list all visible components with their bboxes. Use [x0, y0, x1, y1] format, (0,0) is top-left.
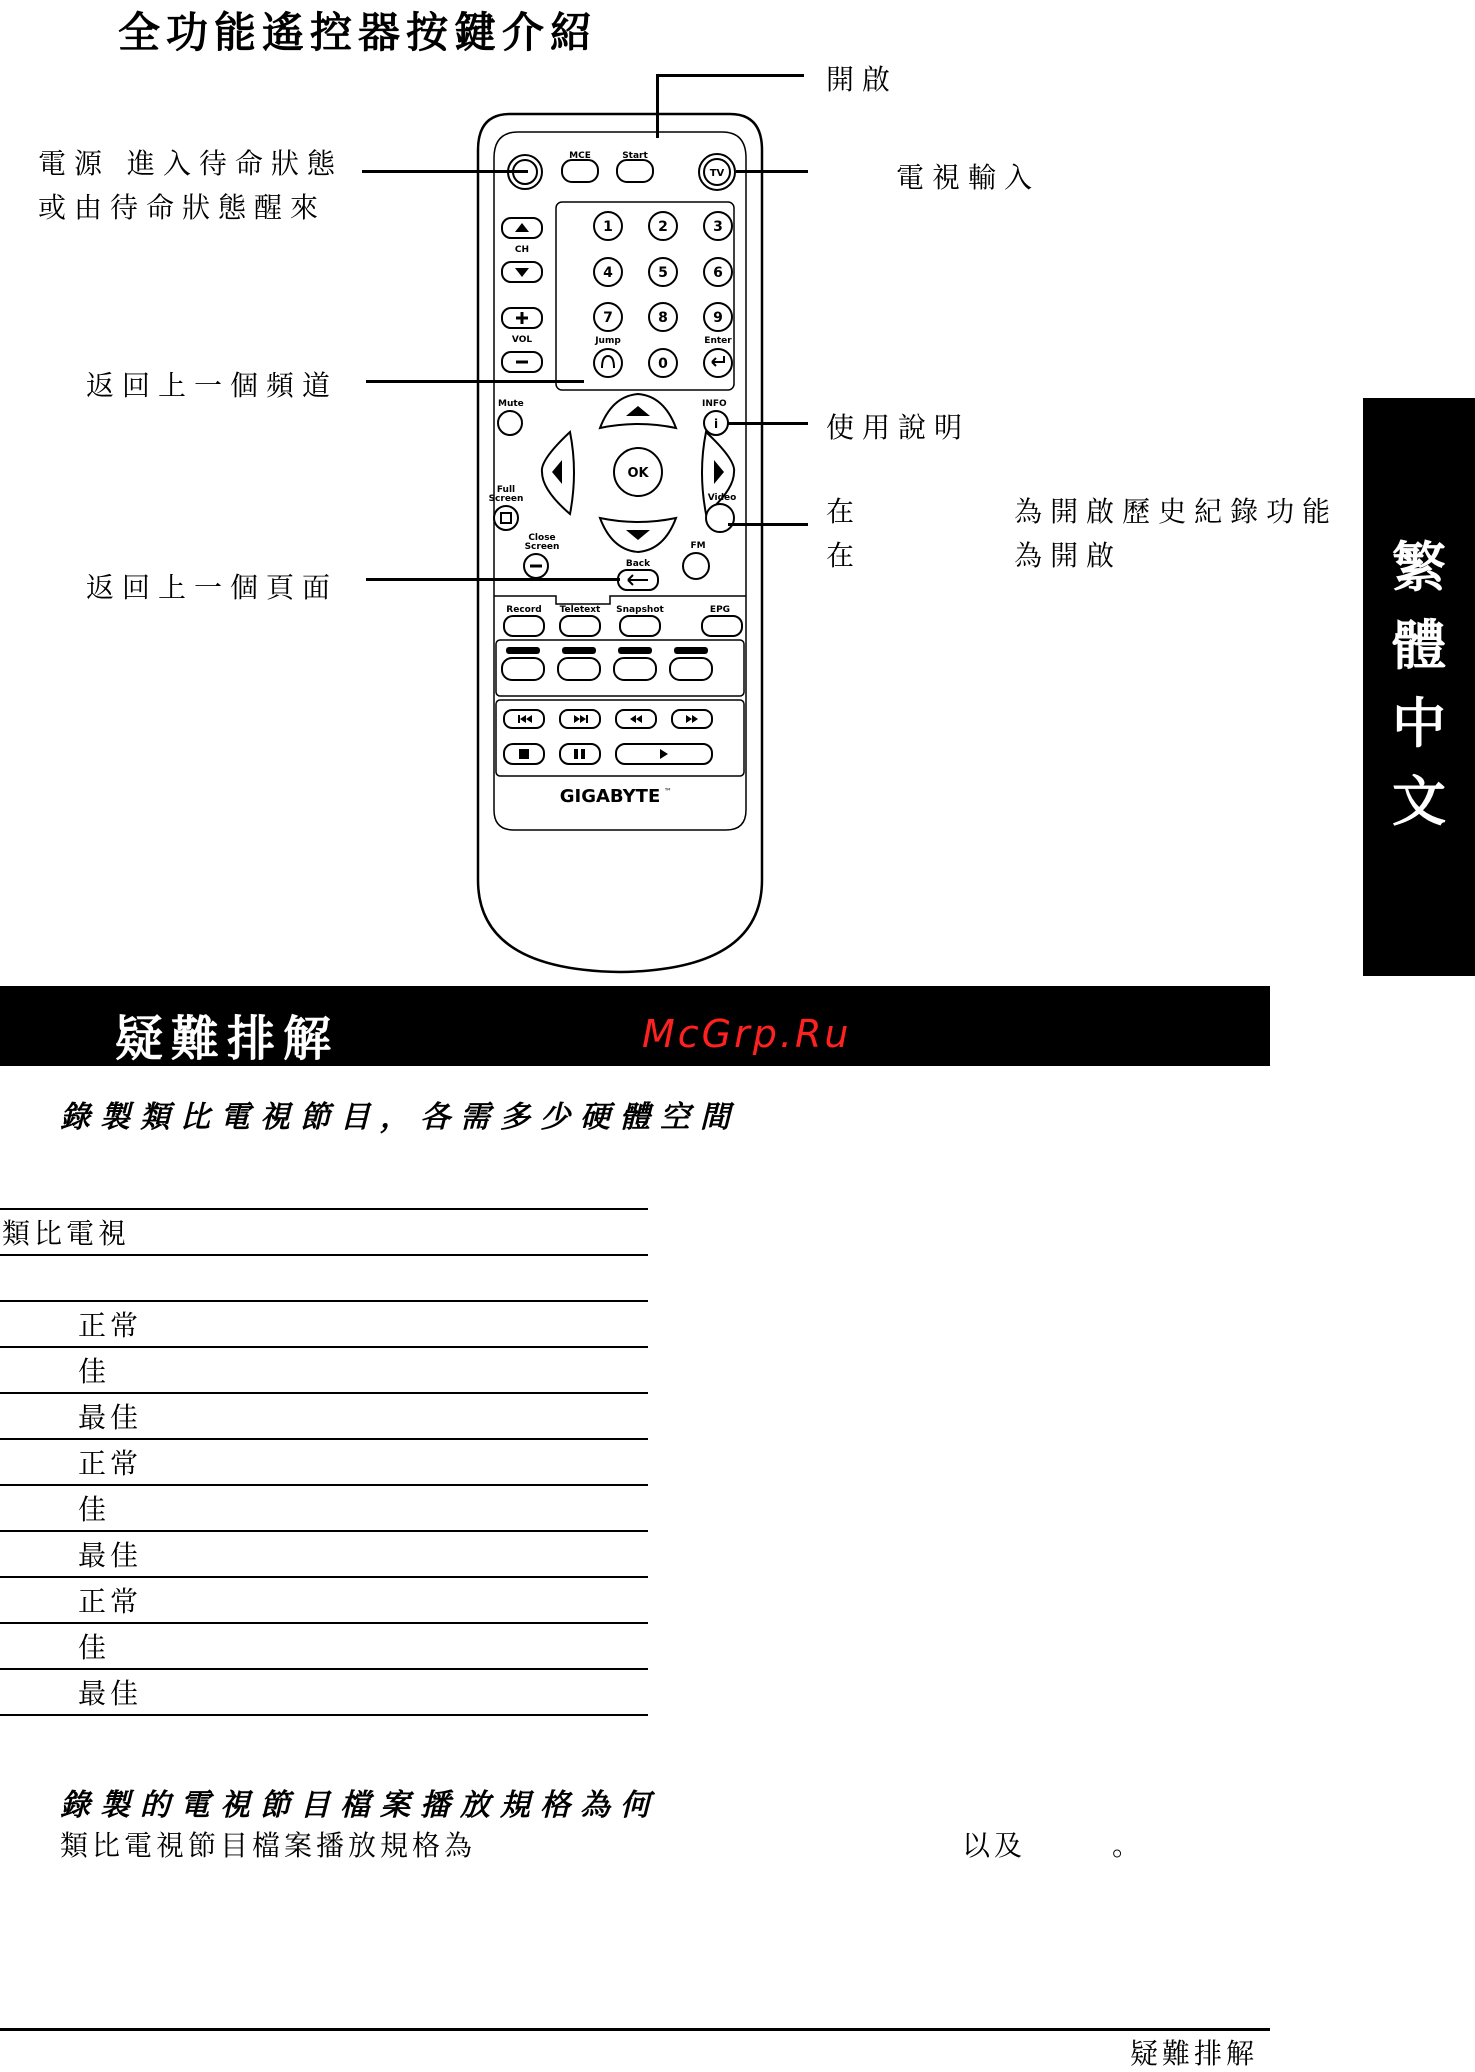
svg-text:™: ™: [664, 787, 672, 796]
svg-text:6: 6: [713, 265, 723, 281]
tv-label: TV: [709, 168, 725, 179]
svg-text:3: 3: [713, 219, 723, 235]
tv-callout-line: [736, 170, 808, 173]
svg-text:9: 9: [713, 310, 723, 326]
table-row: 佳: [0, 1622, 648, 1668]
svg-text:Screen: Screen: [524, 542, 560, 552]
answer-2-part-2: 以及: [962, 1829, 1027, 1862]
language-side-tab: [1363, 398, 1475, 976]
question-1: 錄製類比電視節目，各需多少硬體空間: [60, 1100, 740, 1135]
svg-text:FM: FM: [690, 541, 706, 551]
svg-text:5: 5: [658, 265, 668, 281]
mce-label: MCE: [569, 151, 591, 161]
table-row: 佳: [0, 1346, 648, 1392]
table-header: 類比電視: [2, 1217, 131, 1250]
table-row: 正常: [0, 1438, 648, 1484]
table-row: [0, 1254, 648, 1300]
footer-section-name: 疑難排解: [1130, 2037, 1259, 2070]
page-title: 全功能遙控器按鍵介紹: [118, 8, 599, 57]
footer-rule: [0, 2028, 1270, 2031]
jump-callout: 返回上一個頻道: [86, 369, 339, 402]
power-callout-2: 或由待命狀態醒來: [38, 191, 327, 224]
table-row: 最佳: [0, 1392, 648, 1438]
side-tab-char: 中: [1392, 691, 1446, 755]
video-callout-1: 在 為開啟歷史紀錄功能: [826, 495, 1339, 528]
side-tab-char: 體: [1392, 613, 1446, 677]
svg-text:Snapshot: Snapshot: [616, 605, 664, 615]
start-callout: 開啟: [826, 63, 899, 96]
table-row: 最佳: [0, 1530, 648, 1576]
table-row: 正常: [0, 1300, 648, 1346]
side-tab-char: 文: [1392, 769, 1446, 833]
brand-logo: GIGABYTE: [559, 786, 661, 807]
svg-text:Mute: Mute: [498, 399, 524, 409]
svg-text:Full: Full: [496, 485, 516, 495]
remote-control-illustration: [470, 110, 770, 980]
video-callout-2: 在 為開啟: [826, 539, 1123, 572]
back-callout-line: [366, 578, 620, 581]
answer-2-part-1: 類比電視節目檔案播放規格為: [60, 1829, 477, 1862]
jump-callout-line: [366, 380, 584, 383]
back-callout: 返回上一個頁面: [86, 571, 339, 604]
start-callout-drop: [656, 74, 659, 138]
info-callout-line: [728, 422, 808, 425]
info-callout: 使用說明: [826, 411, 971, 444]
tv-callout: 電視輸入: [896, 161, 1041, 194]
svg-text:8: 8: [658, 310, 668, 326]
svg-text:0: 0: [658, 356, 668, 372]
table-row: 佳: [0, 1484, 648, 1530]
svg-text:INFO: INFO: [702, 399, 727, 409]
svg-text:Close: Close: [528, 533, 556, 543]
power-callout-line: [362, 170, 528, 173]
svg-text:Screen: Screen: [488, 494, 524, 504]
svg-text:4: 4: [603, 265, 613, 281]
power-callout-1: 電源 進入待命狀態: [38, 147, 343, 180]
svg-text:Teletext: Teletext: [559, 605, 601, 615]
table-header-row: [0, 1208, 648, 1254]
svg-text:OK: OK: [627, 466, 649, 481]
section-title: 疑難排解: [115, 1011, 340, 1067]
side-tab-char: 繁: [1392, 535, 1446, 599]
answer-2-part-3: 。: [1112, 1829, 1145, 1862]
svg-text:i: i: [713, 417, 719, 431]
svg-text:Back: Back: [625, 559, 651, 569]
svg-text:Jump: Jump: [595, 336, 621, 346]
storage-table: [0, 1208, 648, 1716]
start-callout-line: [656, 74, 804, 77]
start-label: Start: [622, 151, 648, 161]
svg-text:EPG: EPG: [709, 605, 731, 615]
watermark: McGrp.Ru: [642, 1012, 852, 1056]
svg-text:Enter: Enter: [704, 336, 732, 346]
svg-text:7: 7: [603, 310, 613, 326]
table-row: 最佳: [0, 1668, 648, 1716]
video-callout-line: [728, 523, 808, 526]
table-row: 正常: [0, 1576, 648, 1622]
svg-text:1: 1: [603, 219, 613, 235]
svg-text:Video: Video: [707, 493, 737, 503]
svg-text:Record: Record: [506, 605, 542, 615]
question-2: 錄製的電視節目檔案播放規格為何: [60, 1788, 660, 1823]
svg-text:2: 2: [658, 219, 668, 235]
svg-text:VOL: VOL: [511, 335, 533, 345]
svg-text:CH: CH: [514, 245, 530, 255]
